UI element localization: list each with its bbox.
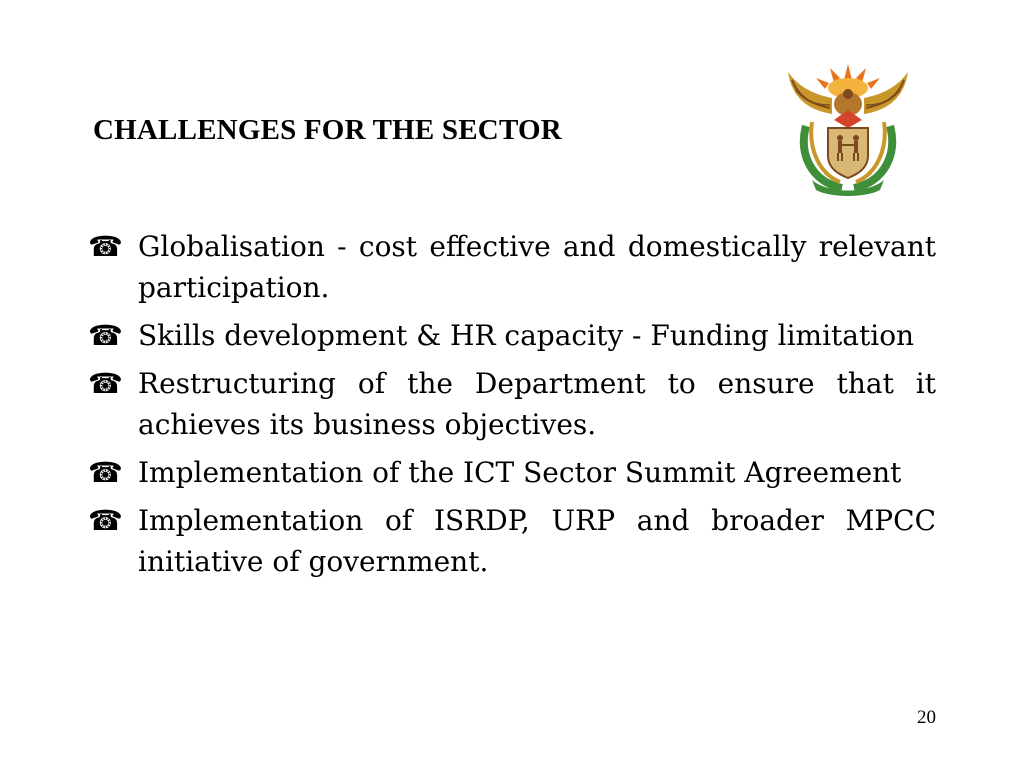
telephone-icon: ☎ <box>88 456 123 489</box>
bullet-item <box>88 500 936 582</box>
telephone-icon: ☎ <box>88 319 123 352</box>
coat-of-arms-logo <box>782 58 914 198</box>
bullet-text: Implementation of ISRDP, URP and broader MPCC initiative of government. <box>138 504 936 578</box>
bullet-item <box>88 226 936 308</box>
telephone-icon: ☎ <box>88 230 123 263</box>
bullet-text: Implementation of the ICT Sector Summit Agreement <box>138 456 902 489</box>
bullet-text: Skills development & HR capacity - Funding limitation <box>138 319 915 352</box>
telephone-icon: ☎ <box>88 367 123 400</box>
slide-title: CHALLENGES FOR THE SECTOR <box>93 114 562 146</box>
protea-icon <box>834 110 862 128</box>
bullet-item <box>88 315 936 356</box>
bullet-item <box>88 363 936 445</box>
telephone-icon: ☎ <box>88 504 123 537</box>
page-number: 20 <box>917 707 936 728</box>
bullet-item <box>88 452 936 493</box>
bullet-text: Restructuring of the Department to ensure that it achieves its business objectives. <box>138 367 936 441</box>
bullet-text: Globalisation - cost effective and domestically relevant participation. <box>138 230 936 304</box>
shield-icon <box>828 128 868 178</box>
bullet-list <box>88 226 936 589</box>
